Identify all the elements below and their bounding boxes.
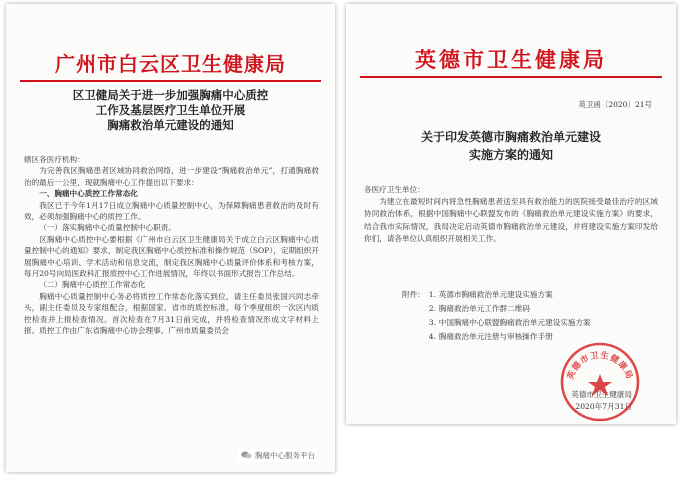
left-paragraph: 胸痛中心质量控制中心务必将质控工作常态化落实到位，请主任委员张国兴同志牵头，副主任委员及专家组配合，根据国家、省市的质控标准，每个季度组织一次区内质控检查并上报检查情况。首次检查在7月31日前完成，并将检查情况形成文字材料上报。质控工作由广东省胸痛中心协会理事、广州市质量委员会 [24,291,319,336]
left-paragraph: 为完善我区胸痛患者区域协同救治网络，进一步建设“胸痛救治单元”，打通胸痛救治的最后一公里，现就胸痛中心工作提出以下要求： [24,166,319,187]
seal-text: 英德市卫生健康局 [565,350,635,382]
left-doc-header: 广州市白云区卫生健康局 [55,52,286,76]
wechat-icon [241,451,252,459]
right-header-rule [360,76,662,78]
left-section-heading: 一、胸痛中心质控工作常态化 [39,189,138,199]
right-doc-header: 英德市卫生健康局 [415,48,607,72]
signature-org: 英德市卫生健康局 [571,390,632,399]
attachment-item: 3. 中国胸痛中心联盟胸痛救治单元建设实施方案 [428,318,591,327]
attachments-list [402,288,591,344]
attachment-item: 1. 英德市胸痛救治单元建设实施方案 [428,290,553,299]
left-title-line: 工作及基层医疗卫生单位开展 [95,103,246,117]
right-paragraph: 为建立在最短时间内将急性胸痛患者送至具有救治能力的医院接受最佳治疗的区域协同救治体系，根据中国胸痛中心联盟发布的《胸痛救治单元建设实施方案》的要求，结合我市实际情况，我局决定启动英德市胸痛救治单元建设，并将建设实施方案印发给你们，请各单位认真组织开展相关工作。 [364,197,658,243]
left-paragraph: 我区已于今年1月17日成立胸痛中心质量控制中心，为保障胸痛患者救治的及时有效，必须加强胸痛中心的质控工作。 [24,200,319,222]
watermark-text: 胸痛中心服务平台 [255,451,315,460]
left-title-line: 区卫健局关于进一步加强胸痛中心质控 [72,88,269,102]
right-title-line: 实施方案的通知 [468,148,553,162]
right-doc-body [364,184,658,245]
right-doc-title [376,128,646,164]
left-salutation: 辖区各医疗机构： [24,155,85,164]
left-header-rule [20,80,321,82]
left-title-line: 胸痛救治单元建设的通知 [107,118,234,132]
right-salutation: 各医疗卫生单位： [364,185,425,194]
attachment-item: 2. 胸痛救治单元工作群二维码 [428,304,530,313]
left-subheading: （一）落实胸痛中心质量控制中心职责。 [39,223,176,233]
document-number: 英卫函〔2020〕21号 [578,100,652,109]
left-subheading: （二）胸痛中心质控工作常态化 [39,280,146,290]
attachment-item: 4. 胸痛救治单元注册与审核操作手册 [428,332,553,341]
left-doc-title [36,88,305,133]
left-paragraph: 区胸痛中心质控中心要根据《广州市白云区卫生健康局关于成立白云区胸痛中心质量控制中心的通知》要求，制定我区胸痛中心质控标准和操作规范（SOP），定期组织开展胸痛中心培训、学术活动和信息交流，制定我区胸痛中心质量评价体系和考核方案，每月20号向局医政科汇报质控中心工作进展情况，年终以书面形式报告工作总结。 [24,234,319,279]
official-seal-icon [558,340,642,424]
left-doc-body [24,154,319,337]
signature-date: 2020年7月31日 [575,402,632,411]
right-title-line: 关于印发英德市胸痛救治单元建设 [420,130,601,144]
document-page-right [346,4,676,424]
document-page-left [6,4,335,472]
watermark [238,449,318,462]
attachments-label: 附件： [402,290,425,299]
